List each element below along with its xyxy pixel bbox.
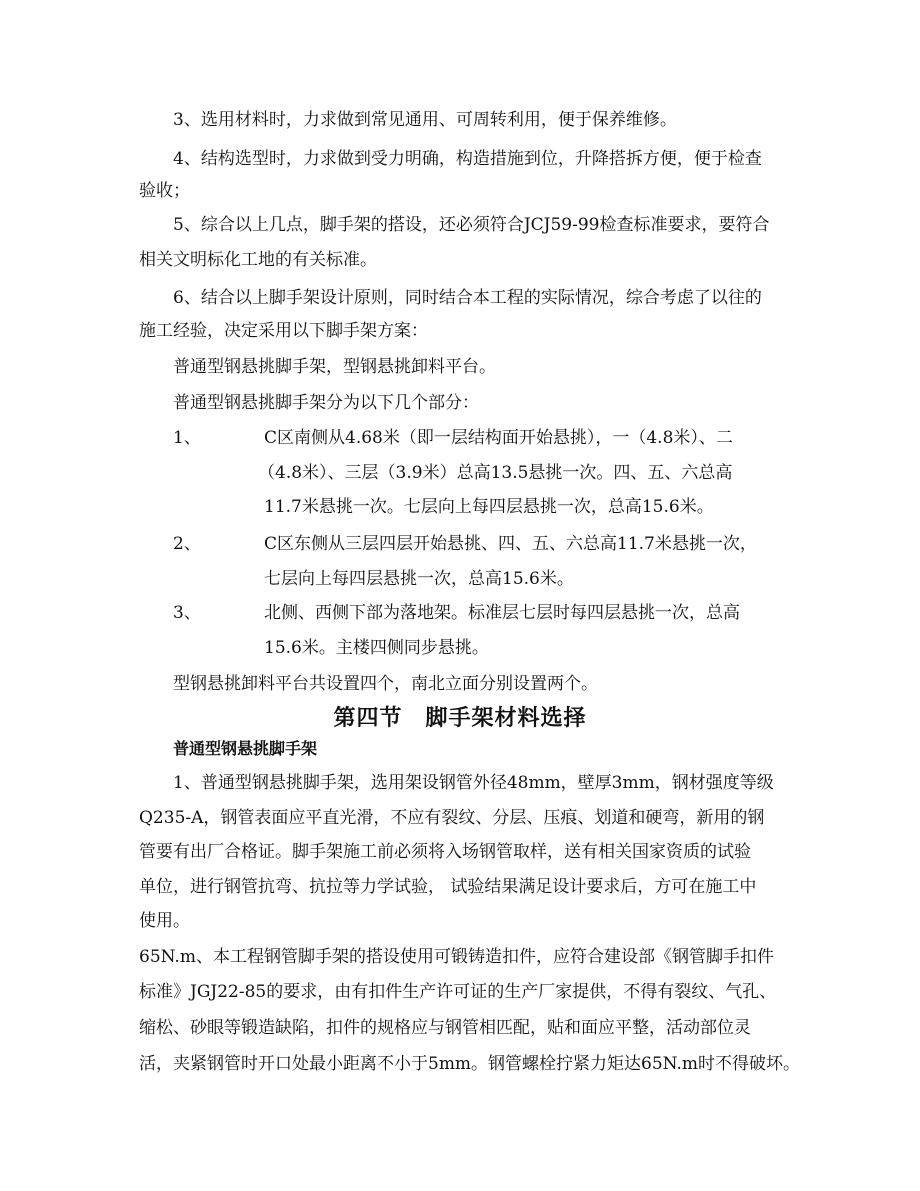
platform-note: 型钢悬挑卸料平台共设置四个，南北立面分别设置两个。 [173,674,598,694]
list-item-number: 3、 [173,603,201,623]
list-item-number: 1、 [173,428,201,448]
material-1-line-2: Q235-A，钢管表面应平直光滑，不应有裂纹、分层、压痕、划道和硬弯，新用的钢 [139,808,765,828]
paragraph-6-line-1: 6、结合以上脚手架设计原则，同时结合本工程的实际情况，综合考虑了以往的 [173,288,762,308]
list-item-line: 15.6米。主楼四侧同步悬挑。 [264,638,489,658]
list-item-line: 北侧、西侧下部为落地架。标准层七层时每四层悬挑一次，总高 [264,603,740,623]
paragraph-5-line-2: 相关文明标化工地的有关标准。 [139,250,377,270]
material-2-line-2: 标准》JGJ22-85的要求，由有扣件生产许可证的生产厂家提供，不得有裂纹、气孔、 [139,982,777,1002]
subsection-heading: 普通型钢悬挑脚手架 [173,739,318,758]
parts-intro: 普通型钢悬挑脚手架分为以下几个部分： [173,393,479,413]
section-heading: 第四节 脚手架材料选择 [333,706,587,731]
material-1-line-3: 管要有出厂合格证。脚手架施工前必须将入场钢管取样，送有相关国家资质的试验 [139,842,751,862]
list-item-line: 七层向上每四层悬挑一次，总高15.6米。 [264,569,574,589]
list-item-line: （4.8米）、三层（3.9米）总高13.5悬挑一次。四、五、六总高 [258,463,733,483]
paragraph-4-line-1: 4、结构选型时，力求做到受力明确，构造措施到位，升降搭拆方便，便于检查 [173,149,762,169]
material-2-line-4: 活，夹紧钢管时开口处最小距离不小于5mm。钢管螺栓拧紧力矩达65N.m时不得破坏。 [139,1054,800,1074]
scaffold-plan: 普通型钢悬挑脚手架，型钢悬挑卸料平台。 [173,357,496,377]
list-item-line: C区南侧从4.68米（即一层结构面开始悬挑），一（4.8米）、二 [264,428,733,448]
material-1-line-4: 单位，进行钢管抗弯、抗拉等力学试验， 试验结果满足设计要求后，方可在施工中 [139,877,757,897]
material-1-line-5: 使用。 [139,911,190,931]
list-item-line: C区东侧从三层四层开始悬挑、四、五、六总高11.7米悬挑一次， [264,534,757,554]
paragraph-6-line-2: 施工经验，决定采用以下脚手架方案： [139,321,428,341]
material-2-line-1: 65N.m、本工程钢管脚手架的搭设使用可锻铸造扣件，应符合建设部《钢管脚手扣件 [139,947,774,967]
material-1-line-1: 1、普通型钢悬挑脚手架，选用架设钢管外径48mm，壁厚3mm，钢材强度等级 [173,773,774,793]
list-item-line: 11.7米悬挑一次。七层向上每四层悬挑一次，总高15.6米。 [264,497,714,517]
list-item-number: 2、 [173,534,201,554]
material-2-line-3: 缩松、砂眼等锻造缺陷，扣件的规格应与钢管相匹配，贴和面应平整，活动部位灵 [139,1018,751,1038]
paragraph-3: 3、选用材料时，力求做到常见通用、可周转利用，便于保养维修。 [173,110,677,130]
paragraph-5-line-1: 5、综合以上几点，脚手架的搭设，还必须符合JCJ59-99检查标准要求，要符合 [173,215,770,235]
paragraph-4-line-2: 验收； [139,181,190,201]
